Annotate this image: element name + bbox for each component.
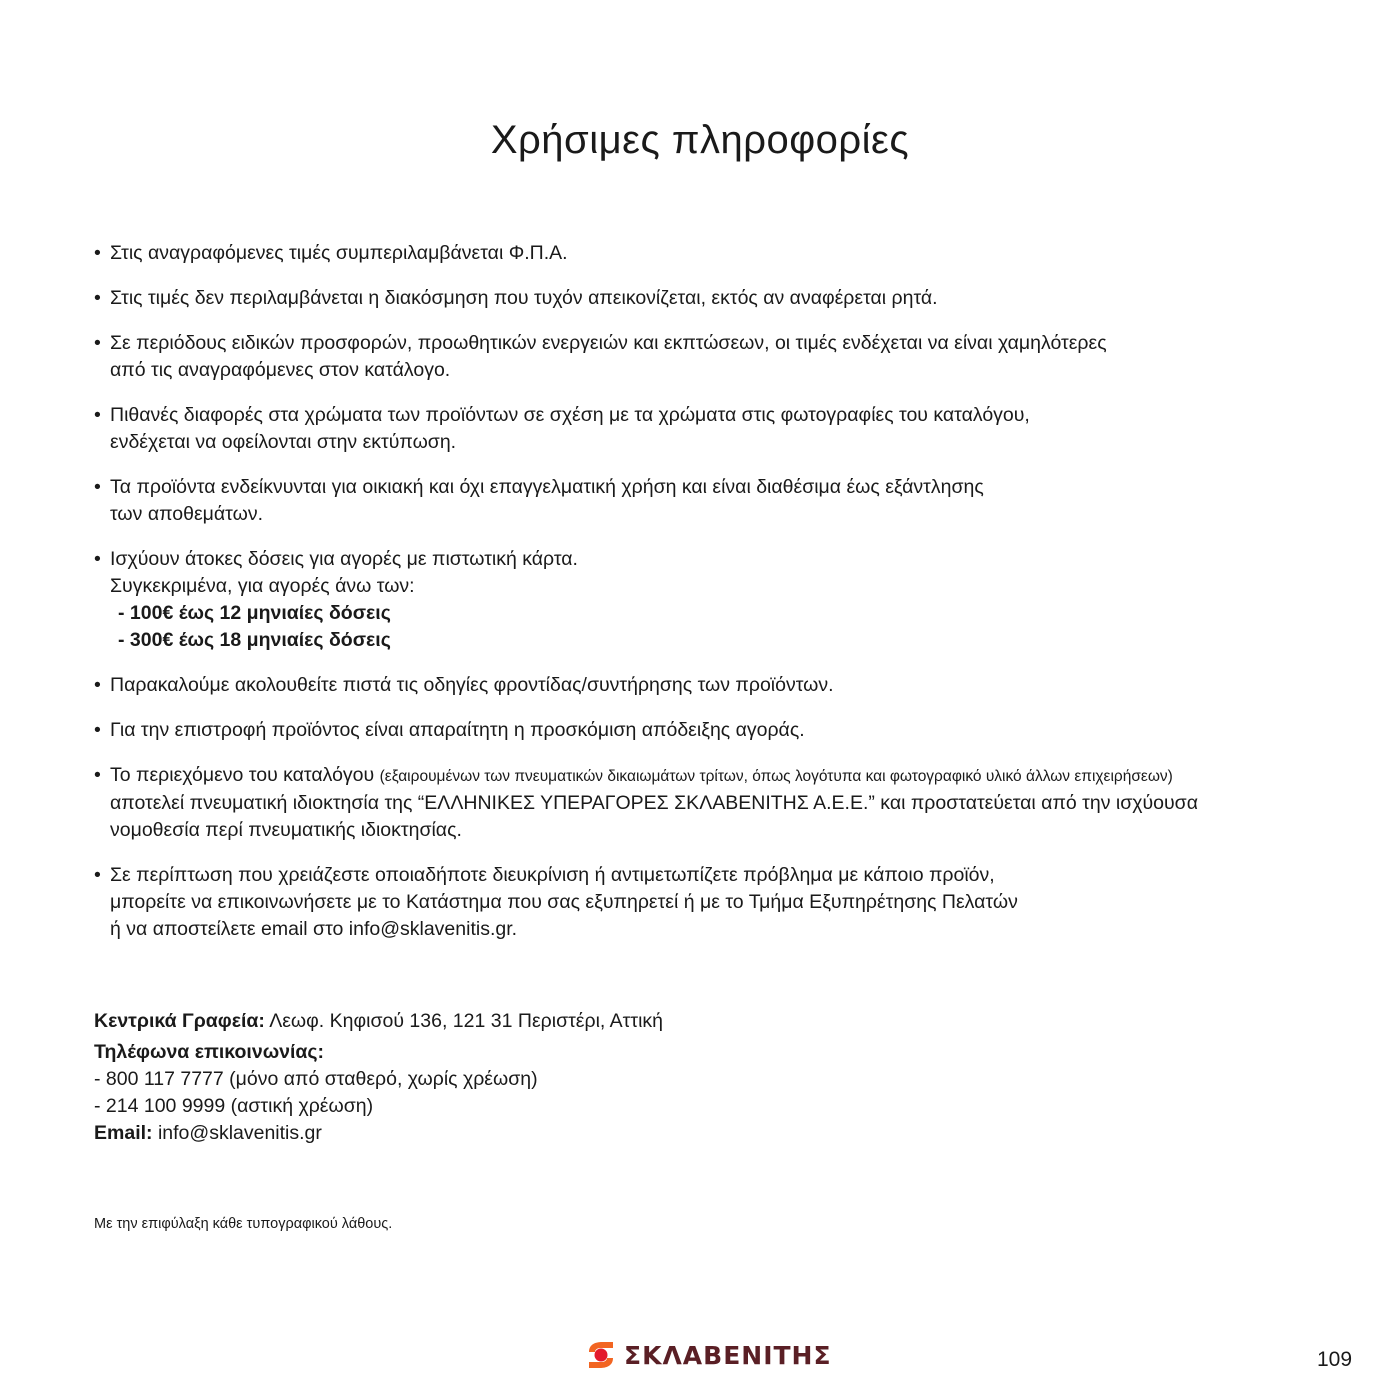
email-label: Email: [94,1122,153,1144]
list-item [94,862,1334,943]
bullet-icon: • [94,674,101,696]
bullet-icon: • [94,548,101,570]
item-text: των αποθεμάτων. [110,503,263,525]
item-text: Παρακαλούμε ακολουθείτε πιστά τις οδηγίες φροντίδας/συντήρησης των προϊόντων. [110,674,834,696]
page-title: Χρήσιμες πληροφορίες [490,118,910,162]
hq-label: Κεντρικά Γραφεία: [94,1010,265,1032]
brand-logo [586,1340,832,1370]
bullet-icon: • [94,287,101,309]
phones-label: Τηλέφωνα επικοινωνίας: [94,1041,325,1063]
item-text: Σε περιόδους ειδικών προσφορών, προωθητικών ενεργειών και εκπτώσεων, οι τιμές ενδέχεται να είναι χαμηλότερες [110,332,1107,354]
bullet-icon: • [94,404,101,426]
item-text: από τις αναγραφόμενες στον κατάλογο. [110,359,451,381]
info-list [94,240,1334,961]
item-text: Σε περίπτωση που χρειάζεστε οποιαδήποτε διευκρίνιση ή αντιμετωπίζετε πρόβλημα με κάποιο προϊόν, [110,864,995,886]
phone-2: - 214 100 9999 (αστική χρέωση) [94,1095,374,1117]
item-text: Το περιεχόμενο του καταλόγου [110,764,375,786]
item-text: Πιθανές διαφορές στα χρώματα των προϊόντων σε σχέση με τα χρώματα στις φωτογραφίες του καταλόγου, [110,404,1030,426]
installment-300: - 300€ έως 18 μηνιαίες δόσεις [118,629,391,651]
list-item [94,402,1334,456]
installment-100: - 100€ έως 12 μηνιαίες δόσεις [118,602,391,624]
page-number: 109 [1317,1348,1353,1371]
phone-1: - 800 117 7777 (μόνο από σταθερό, χωρίς χρέωση) [94,1068,538,1090]
list-item [94,672,1334,699]
list-item [94,240,1334,267]
bullet-icon: • [94,476,101,498]
item-text: ενδέχεται να οφείλονται στην εκτύπωση. [110,431,457,453]
contact-info [94,1008,663,1147]
sklavenitis-logo-icon [586,1340,616,1370]
item-text: Συγκεκριμένα, για αγορές άνω των: [110,575,415,597]
list-item [94,474,1334,528]
item-text: Ισχύουν άτοκες δόσεις για αγορές με πιστωτική κάρτα. [110,548,578,570]
item-text: μπορείτε να επικοινωνήσετε με το Κατάστημα που σας εξυπηρετεί ή με το Τμήμα Εξυπηρέτησης Πελατών [110,891,1018,913]
bullet-icon: • [94,332,101,354]
list-item [94,717,1334,744]
email-link[interactable]: info@sklavenitis.gr [157,1122,322,1144]
bullet-icon: • [94,864,101,886]
bullet-icon: • [94,242,101,264]
list-item [94,546,1334,654]
brand-name: ΣΚΛΑΒΕΝΙΤΗΣ [624,1340,832,1370]
hq-address: Λεωφ. Κηφισού 136, 121 31 Περιστέρι, Αττική [269,1010,664,1032]
list-item [94,285,1334,312]
item-text: αποτελεί πνευματική ιδιοκτησία της “ΕΛΛΗΝΙΚΕΣ ΥΠΕΡΑΓΟΡΕΣ ΣΚΛΑΒΕΝΙΤΗΣ Α.Ε.Ε.” και προστατεύεται από την ισχύουσα [110,792,1198,814]
item-text: Στις αναγραφόμενες τιμές συμπεριλαμβάνεται Φ.Π.Α. [110,242,568,264]
list-item [94,330,1334,384]
disclaimer: Με την επιφύλαξη κάθε τυπογραφικού λάθους. [94,1216,393,1232]
item-text: Στις τιμές δεν περιλαμβάνεται η διακόσμηση που τυχόν απεικονίζεται, εκτός αν αναφέρεται ρητά. [110,287,938,309]
phones-heading [94,1039,663,1066]
item-text: Τα προϊόντα ενδείκνυνται για οικιακή και όχι επαγγελματική χρήση και είναι διαθέσιμα έως εξάντλησης [110,476,984,498]
headquarters [94,1008,663,1035]
item-text: ή να αποστείλετε email στο info@sklavenitis.gr. [110,918,518,940]
bullet-icon: • [94,764,101,786]
email-row [94,1120,663,1147]
item-text: νομοθεσία περί πνευματικής ιδιοκτησίας. [110,819,462,841]
item-note: (εξαιρουμένων των πνευματικών δικαιωμάτων τρίτων, όπως λογότυπα και φωτογραφικό υλικό άλλων επιχειρήσεων) [379,768,1173,785]
item-text: Για την επιστροφή προϊόντος είναι απαραίτητη η προσκόμιση απόδειξης αγοράς. [110,719,805,741]
list-item [94,762,1334,844]
bullet-icon: • [94,719,101,741]
